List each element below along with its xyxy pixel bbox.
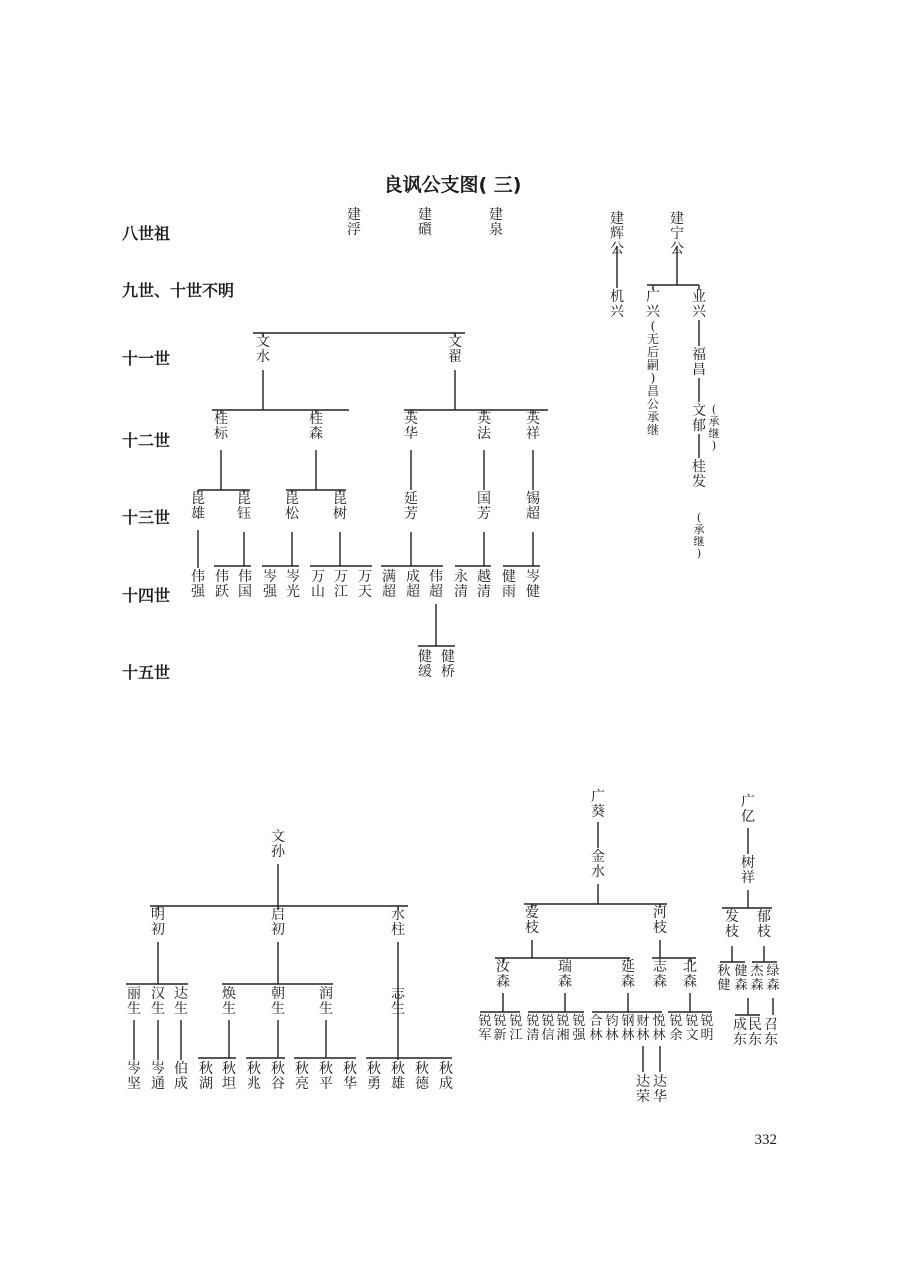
person-qiu-tan: 秋坦 xyxy=(222,1061,236,1092)
person-he-lin: 合林 xyxy=(589,1014,603,1043)
person-zhao-dong: 召东 xyxy=(764,1017,778,1048)
person-li-sheng: 丽生 xyxy=(127,986,141,1017)
person-yan-fang: 延芳 xyxy=(404,491,418,522)
person-gui-fa: 桂发 xyxy=(692,459,706,490)
person-guang-xing: 广兴 xyxy=(646,289,660,320)
person-han-sheng: 汉生 xyxy=(151,986,165,1017)
generation-label-8: 八世祖 xyxy=(122,224,171,243)
person-wen-yu: 文郁 xyxy=(692,403,706,434)
person-yan-sen: 延森 xyxy=(621,959,635,990)
person-cen-guang: 岑光 xyxy=(286,569,300,600)
person-bei-sen: 北森 xyxy=(683,959,697,990)
person-jian-huan: 健缓 xyxy=(418,649,432,680)
person-jian-fu: 建浮 xyxy=(347,207,361,238)
person-wei-guo: 伟国 xyxy=(238,569,252,600)
person-shui-zhu: 水柱 xyxy=(391,907,405,938)
person-wen-shui: 文水 xyxy=(256,334,270,365)
person-kun-song: 昆松 xyxy=(285,491,299,522)
person-he-zhi: 河枝 xyxy=(653,905,667,936)
page-title: 良讽公支图( 三) xyxy=(383,174,522,196)
generation-label-9-10: 九世、十世不明 xyxy=(122,281,235,300)
person-ming-chu: 明初 xyxy=(151,907,165,938)
person-huan-sheng: 焕生 xyxy=(222,986,236,1017)
person-qiu-gu: 秋谷 xyxy=(271,1061,285,1092)
person-cheng-chao: 成超 xyxy=(406,569,420,600)
person-yu-zhi: 郁枝 xyxy=(757,909,771,940)
person-zhi-sen: 志森 xyxy=(653,959,667,990)
person-r-jun: 锐军 xyxy=(478,1014,492,1043)
person-chao-sheng: 朝生 xyxy=(271,986,285,1017)
person-jian-ning-gong: 建宁公 xyxy=(670,211,684,257)
person-fu-chang-note: (承继) xyxy=(708,403,720,452)
person-cen-jian2: 岑坚 xyxy=(127,1061,141,1092)
person-ji-xing: 机兴 xyxy=(610,289,624,320)
person-ying-fa: 英法 xyxy=(477,411,491,442)
person-jin-shui: 金水 xyxy=(591,849,605,880)
person-wan-jiang: 万江 xyxy=(334,569,348,600)
person-kun-yu: 昆钰 xyxy=(237,491,251,522)
person-bao-lin: 财林 xyxy=(636,1014,650,1043)
person-shu-xiang: 树祥 xyxy=(741,855,755,886)
person-r-jiang: 锐江 xyxy=(509,1014,523,1043)
person-r-qiang: 锐强 xyxy=(572,1014,586,1043)
person-jian-sen: 健森 xyxy=(734,964,748,993)
person-yue-qing: 越清 xyxy=(477,569,491,600)
person-cen-qiang: 岑强 xyxy=(263,569,277,600)
person-yue-lin: 悦林 xyxy=(652,1014,666,1043)
person-ying-xiang: 英祥 xyxy=(526,411,540,442)
person-zhi-sheng: 志生 xyxy=(391,986,405,1017)
person-jie-sen: 杰森 xyxy=(750,964,764,993)
person-qiu-ping: 秋平 xyxy=(319,1061,333,1092)
person-xi-chao: 锡超 xyxy=(526,491,540,522)
person-qiu-liang: 秋亮 xyxy=(295,1061,309,1092)
person-yong-qing: 永清 xyxy=(454,569,468,600)
person-lv-sen: 绿森 xyxy=(766,964,780,993)
person-r-yu: 锐余 xyxy=(669,1014,683,1043)
person-cheng-dong: 成东 xyxy=(733,1017,747,1048)
person-gui-sen: 桂森 xyxy=(309,411,323,442)
person-wen-sun: 文孙 xyxy=(271,829,285,860)
person-guang-yi: 广亿 xyxy=(741,794,755,825)
person-guang-xing-note: (无后嗣)昌公承继 xyxy=(647,319,660,437)
person-qiu-yong: 秋勇 xyxy=(367,1061,381,1092)
person-qiu-zhao: 秋兆 xyxy=(247,1061,261,1092)
person-wei-yue: 伟跃 xyxy=(215,569,229,600)
person-min-dong: 民东 xyxy=(748,1017,762,1048)
person-gang-lin: 钢林 xyxy=(621,1014,635,1043)
generation-label-12: 十二世 xyxy=(122,431,171,450)
person-gui-biao: 桂标 xyxy=(214,411,228,442)
person-cen-jian: 岑健 xyxy=(526,569,540,600)
person-jian-zhen: 建礩 xyxy=(418,207,432,238)
person-cen-tong: 岑通 xyxy=(151,1061,165,1092)
person-da-sheng: 达生 xyxy=(174,986,188,1017)
person-gui-fa-note: (承继) xyxy=(693,511,705,560)
person-bo-cheng: 伯成 xyxy=(174,1061,188,1092)
person-da-hua: 达华 xyxy=(653,1074,667,1105)
person-jian-yu: 健雨 xyxy=(502,569,516,600)
person-da-rong: 达荣 xyxy=(636,1074,650,1105)
person-wei-qiang: 伟强 xyxy=(191,569,205,600)
person-r-xiang: 锐湘 xyxy=(556,1014,570,1043)
person-jian-qiao: 健桥 xyxy=(441,649,455,680)
person-kun-shu: 昆树 xyxy=(333,491,347,522)
generation-label-15: 十五世 xyxy=(122,663,171,682)
person-wei-chao: 伟超 xyxy=(429,569,443,600)
person-wan-shan: 万山 xyxy=(311,569,325,600)
person-ye-xing: 业兴 xyxy=(692,289,706,320)
person-qiu-xiong: 秋雄 xyxy=(391,1061,405,1092)
person-ying-hua: 英华 xyxy=(404,411,418,442)
person-jian-hui-gong: 建辉公 xyxy=(610,211,624,257)
person-qiu-cheng: 秋成 xyxy=(439,1061,453,1092)
person-fa-zhi: 发枝 xyxy=(725,909,739,940)
person-wen-zhu: 文翟 xyxy=(448,334,462,365)
person-rui-sen: 瑞森 xyxy=(558,959,572,990)
person-man-chao: 满超 xyxy=(382,569,396,600)
person-ai-zhi: 爱枝 xyxy=(525,905,539,936)
person-fu-chang: 福昌 xyxy=(692,347,706,378)
person-kun-xiong: 昆雄 xyxy=(191,491,205,522)
person-qiu-jian: 秋健 xyxy=(717,964,731,993)
person-r-xin: 锐新 xyxy=(493,1014,507,1043)
person-ru-sen: 汝森 xyxy=(496,959,510,990)
person-wan-tian: 万天 xyxy=(358,569,372,600)
person-jun-lin: 钧林 xyxy=(605,1014,619,1043)
person-r-ming: 锐明 xyxy=(700,1014,714,1043)
person-qiu-de: 秋德 xyxy=(415,1061,429,1092)
generation-label-14: 十四世 xyxy=(122,586,171,605)
person-r-xin2: 锐信 xyxy=(541,1014,555,1043)
person-qiu-hua: 秋华 xyxy=(343,1061,357,1092)
person-r-qing: 锐清 xyxy=(526,1014,540,1043)
person-guang-kui: 广葵 xyxy=(591,789,605,820)
person-guo-fang: 国芳 xyxy=(477,491,491,522)
person-r-wen: 锐文 xyxy=(685,1014,699,1043)
generation-label-13: 十三世 xyxy=(122,508,171,527)
person-qi-chu: 启初 xyxy=(271,907,285,938)
page-number: 332 xyxy=(754,1132,777,1148)
person-jian-quan: 建泉 xyxy=(489,207,503,238)
person-run-sheng: 润生 xyxy=(319,986,333,1017)
person-qiu-hu: 秋湖 xyxy=(199,1061,213,1092)
generation-label-11: 十一世 xyxy=(122,349,171,368)
